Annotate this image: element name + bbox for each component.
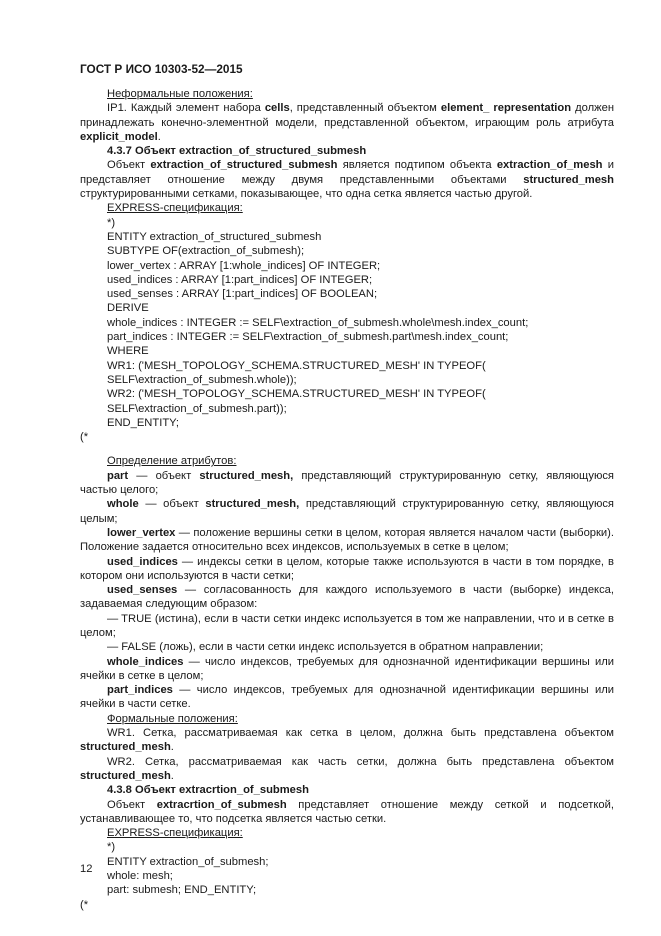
code-line: SELF\extraction_of_submesh.part)); bbox=[107, 402, 287, 415]
attr-part: part — объект structured_mesh, представляющий структурированную сетку, являющуюся частью целого; bbox=[80, 469, 614, 497]
code-line: WR1: ('MESH_TOPOLOGY_SCHEMA.STRUCTURED_MESH' IN TYPEOF( bbox=[107, 359, 486, 372]
express-code-block bbox=[80, 840, 614, 897]
attr-used-indices: used_indices — индексы сетки в целом, которые также используются в части в том порядке, в котором они используются в части сетки; bbox=[80, 555, 614, 582]
true-item: — TRUE (истина), если в части сетки индекс используется в том же направлении, что и в сетке в целом; bbox=[80, 612, 614, 639]
attr-whole: whole — объект structured_mesh, представляющий структурированную сетку, являющуюся целым; bbox=[80, 498, 614, 525]
ip1-paragraph: IP1. Каждый элемент набора cells, представленный объектом element_ representation должен принадлежать конечно-элементной модели, представленной объектом, играющим роль атрибута explicit_model. bbox=[80, 102, 614, 143]
code-line: SELF\extraction_of_submesh.whole)); bbox=[107, 373, 297, 386]
code-line: SUBTYPE OF(extraction_of_submesh); bbox=[107, 245, 305, 258]
code-end-marker: (* bbox=[80, 431, 89, 444]
attributes-label: Определение атрибутов: bbox=[107, 455, 237, 468]
wr1-paragraph: WR1. Сетка, рассматриваемая как сетка в целом, должна быть представлена объектом structured_mesh. bbox=[80, 727, 614, 754]
code-line: part: submesh; END_ENTITY; bbox=[107, 884, 257, 897]
code-line: WHERE bbox=[107, 345, 149, 358]
express-label: EXPRESS-спецификация: bbox=[107, 827, 243, 840]
code-line: *) bbox=[107, 216, 116, 229]
section-437-heading: 4.3.7 Объект extraction_of_structured_submesh bbox=[107, 145, 367, 158]
code-line: *) bbox=[107, 841, 116, 854]
informal-label: Неформальные положения: bbox=[107, 88, 253, 100]
false-item: — FALSE (ложь), если в части сетки индекс используется в обратном направлении; bbox=[107, 641, 544, 654]
express-label: EXPRESS-спецификация: bbox=[107, 202, 243, 215]
code-line: whole_indices : INTEGER := SELF\extraction_of_submesh.whole\mesh.index_count; bbox=[107, 316, 529, 329]
document-header: ГОСТ Р ИСО 10303-52—2015 bbox=[80, 62, 243, 76]
document-body bbox=[80, 87, 614, 912]
code-end-marker: (* bbox=[80, 898, 89, 911]
code-line: WR2: ('MESH_TOPOLOGY_SCHEMA.STRUCTURED_MESH' IN TYPEOF( bbox=[107, 388, 486, 401]
code-line: DERIVE bbox=[107, 302, 149, 315]
code-line: END_ENTITY; bbox=[107, 416, 180, 429]
code-line: part_indices : INTEGER := SELF\extraction_of_submesh.part\mesh.index_count; bbox=[107, 331, 509, 344]
attr-lower-vertex: lower_vertex — положение вершины сетки в целом, которая является началом части (выборки). Положение задается относительно всех индексов, используемых в сетке в целом; bbox=[80, 526, 614, 554]
express-code-block bbox=[80, 216, 614, 430]
code-line: used_senses : ARRAY [1:part_indices] OF BOOLEAN; bbox=[107, 288, 378, 301]
section-437-paragraph: Объект extraction_of_structured_submesh является подтипом объекта extraction_of_mesh и представляет отношение между двумя представленными объектами structured_mesh структурированными сетками, показывающее, что одна сетка является частью другой. bbox=[80, 159, 614, 201]
code-line: whole: mesh; bbox=[107, 870, 173, 883]
attr-part-indices: part_indices — число индексов, требуемых для однозначной идентификации вершины или ячейки в части сетке. bbox=[80, 684, 614, 711]
page-number: 12 bbox=[80, 863, 93, 875]
formal-label: Формальные положения: bbox=[107, 712, 238, 725]
attr-used-senses: used_senses — согласованность для каждого используемого в части (выборке) индекса, задаваемая следующим образом: bbox=[80, 584, 614, 611]
attr-whole-indices: whole_indices — число индексов, требуемых для однозначной идентификации вершины или ячейки в сетке в целом; bbox=[80, 655, 614, 682]
code-line: lower_vertex : ARRAY [1:whole_indices] OF INTEGER; bbox=[107, 259, 381, 272]
code-line: ENTITY extraction_of_submesh; bbox=[107, 855, 269, 868]
code-line: ENTITY extraction_of_structured_submesh bbox=[107, 230, 322, 243]
section-438-paragraph: Объект extracrtion_of_submesh представляет отношение между сеткой и подсеткой, устанавливающее то, что подсетка является частью сетки. bbox=[80, 798, 614, 825]
wr2-paragraph: WR2. Сетка, рассматриваемая как часть сетки, должна быть представлена объектом structured_mesh. bbox=[80, 755, 614, 782]
code-line: used_indices : ARRAY [1:part_indices] OF INTEGER; bbox=[107, 273, 373, 286]
section-438-heading: 4.3.8 Объект extracrtion_of_submesh bbox=[107, 784, 309, 797]
